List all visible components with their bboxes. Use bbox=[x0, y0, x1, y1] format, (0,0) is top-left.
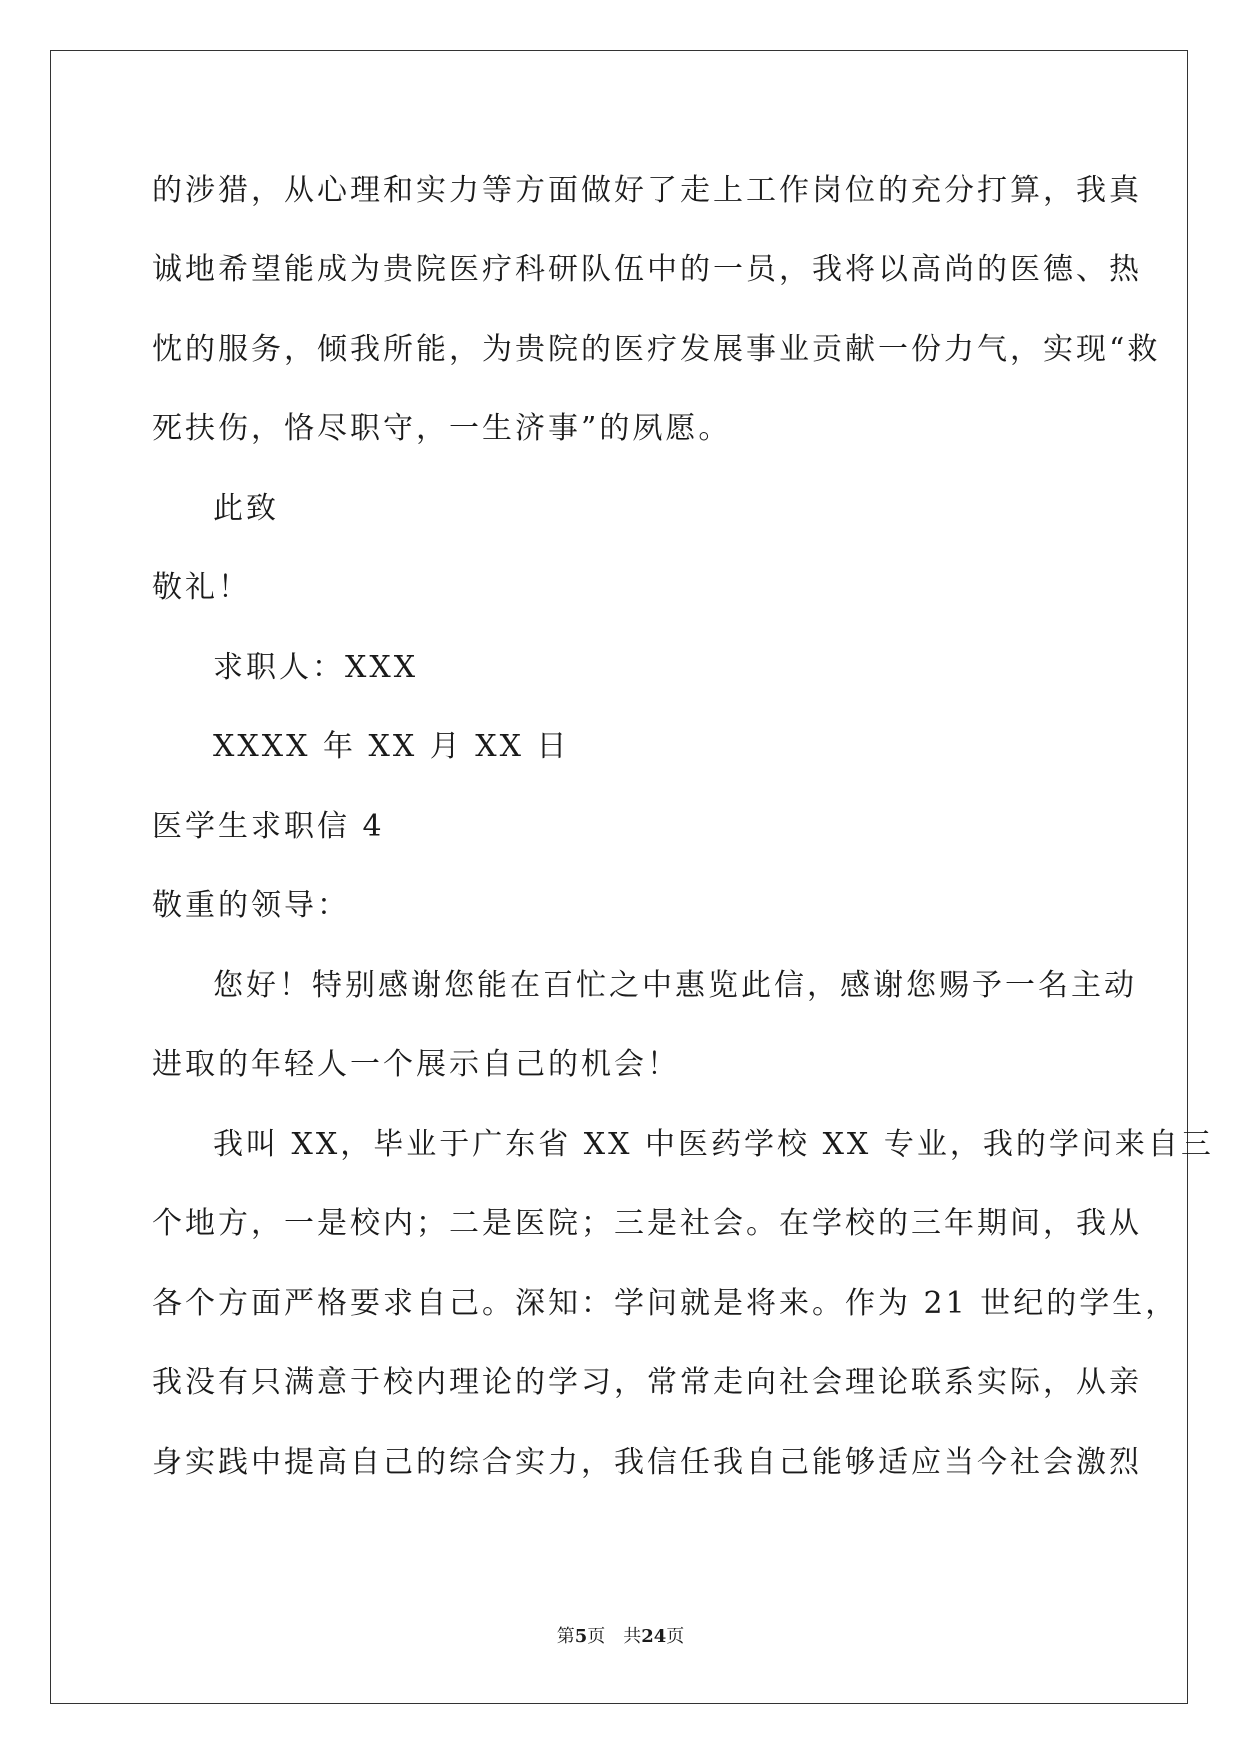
text-line: 进取的年轻人一个展示自己的机会！ bbox=[152, 1047, 680, 1082]
page-number: 5 bbox=[574, 1626, 588, 1647]
section-title: 医学生求职信 4 bbox=[152, 809, 385, 844]
page-footer bbox=[0, 1625, 1241, 1649]
page-total: 24 bbox=[641, 1626, 667, 1647]
footer-suffix: 页 bbox=[666, 1626, 685, 1647]
text-line: 死扶伤，恪尽职守，一生济事”的夙愿。 bbox=[152, 411, 732, 446]
closing-salutation: 此致 bbox=[213, 491, 279, 526]
text-line: 我没有只满意于校内理论的学习，常常走向社会理论联系实际，从亲 bbox=[152, 1365, 1142, 1400]
text-line: 各个方面严格要求自己。深知：学问就是将来。作为 21 世纪的学生， bbox=[152, 1286, 1179, 1321]
greeting: 敬重的领导： bbox=[152, 888, 350, 923]
signature-line: 求职人：XXX bbox=[213, 650, 419, 685]
text-line: 个地方，一是校内；二是医院；三是社会。在学校的三年期间，我从 bbox=[152, 1206, 1142, 1241]
text-line: 忱的服务，倾我所能，为贵院的医疗发展事业贡献一份力气，实现“救 bbox=[152, 332, 1161, 367]
footer-mid: 页 共 bbox=[587, 1626, 642, 1647]
text-line: 诚地希望能成为贵院医疗科研队伍中的一员，我将以高尚的医德、热 bbox=[152, 252, 1142, 287]
date-line: XXXX 年 XX 月 XX 日 bbox=[213, 729, 570, 764]
text-line: 我叫 XX，毕业于广东省 XX 中医药学校 XX 专业，我的学问来自三 bbox=[213, 1127, 1214, 1162]
closing-regards: 敬礼！ bbox=[152, 570, 251, 605]
text-line: 的涉猎，从心理和实力等方面做好了走上工作岗位的充分打算，我真 bbox=[152, 173, 1142, 208]
footer-prefix: 第 bbox=[556, 1626, 575, 1647]
text-line: 您好！特别感谢您能在百忙之中惠览此信，感谢您赐予一名主动 bbox=[213, 968, 1137, 1003]
text-line: 身实践中提高自己的综合实力，我信任我自己能够适应当今社会激烈 bbox=[152, 1445, 1142, 1480]
